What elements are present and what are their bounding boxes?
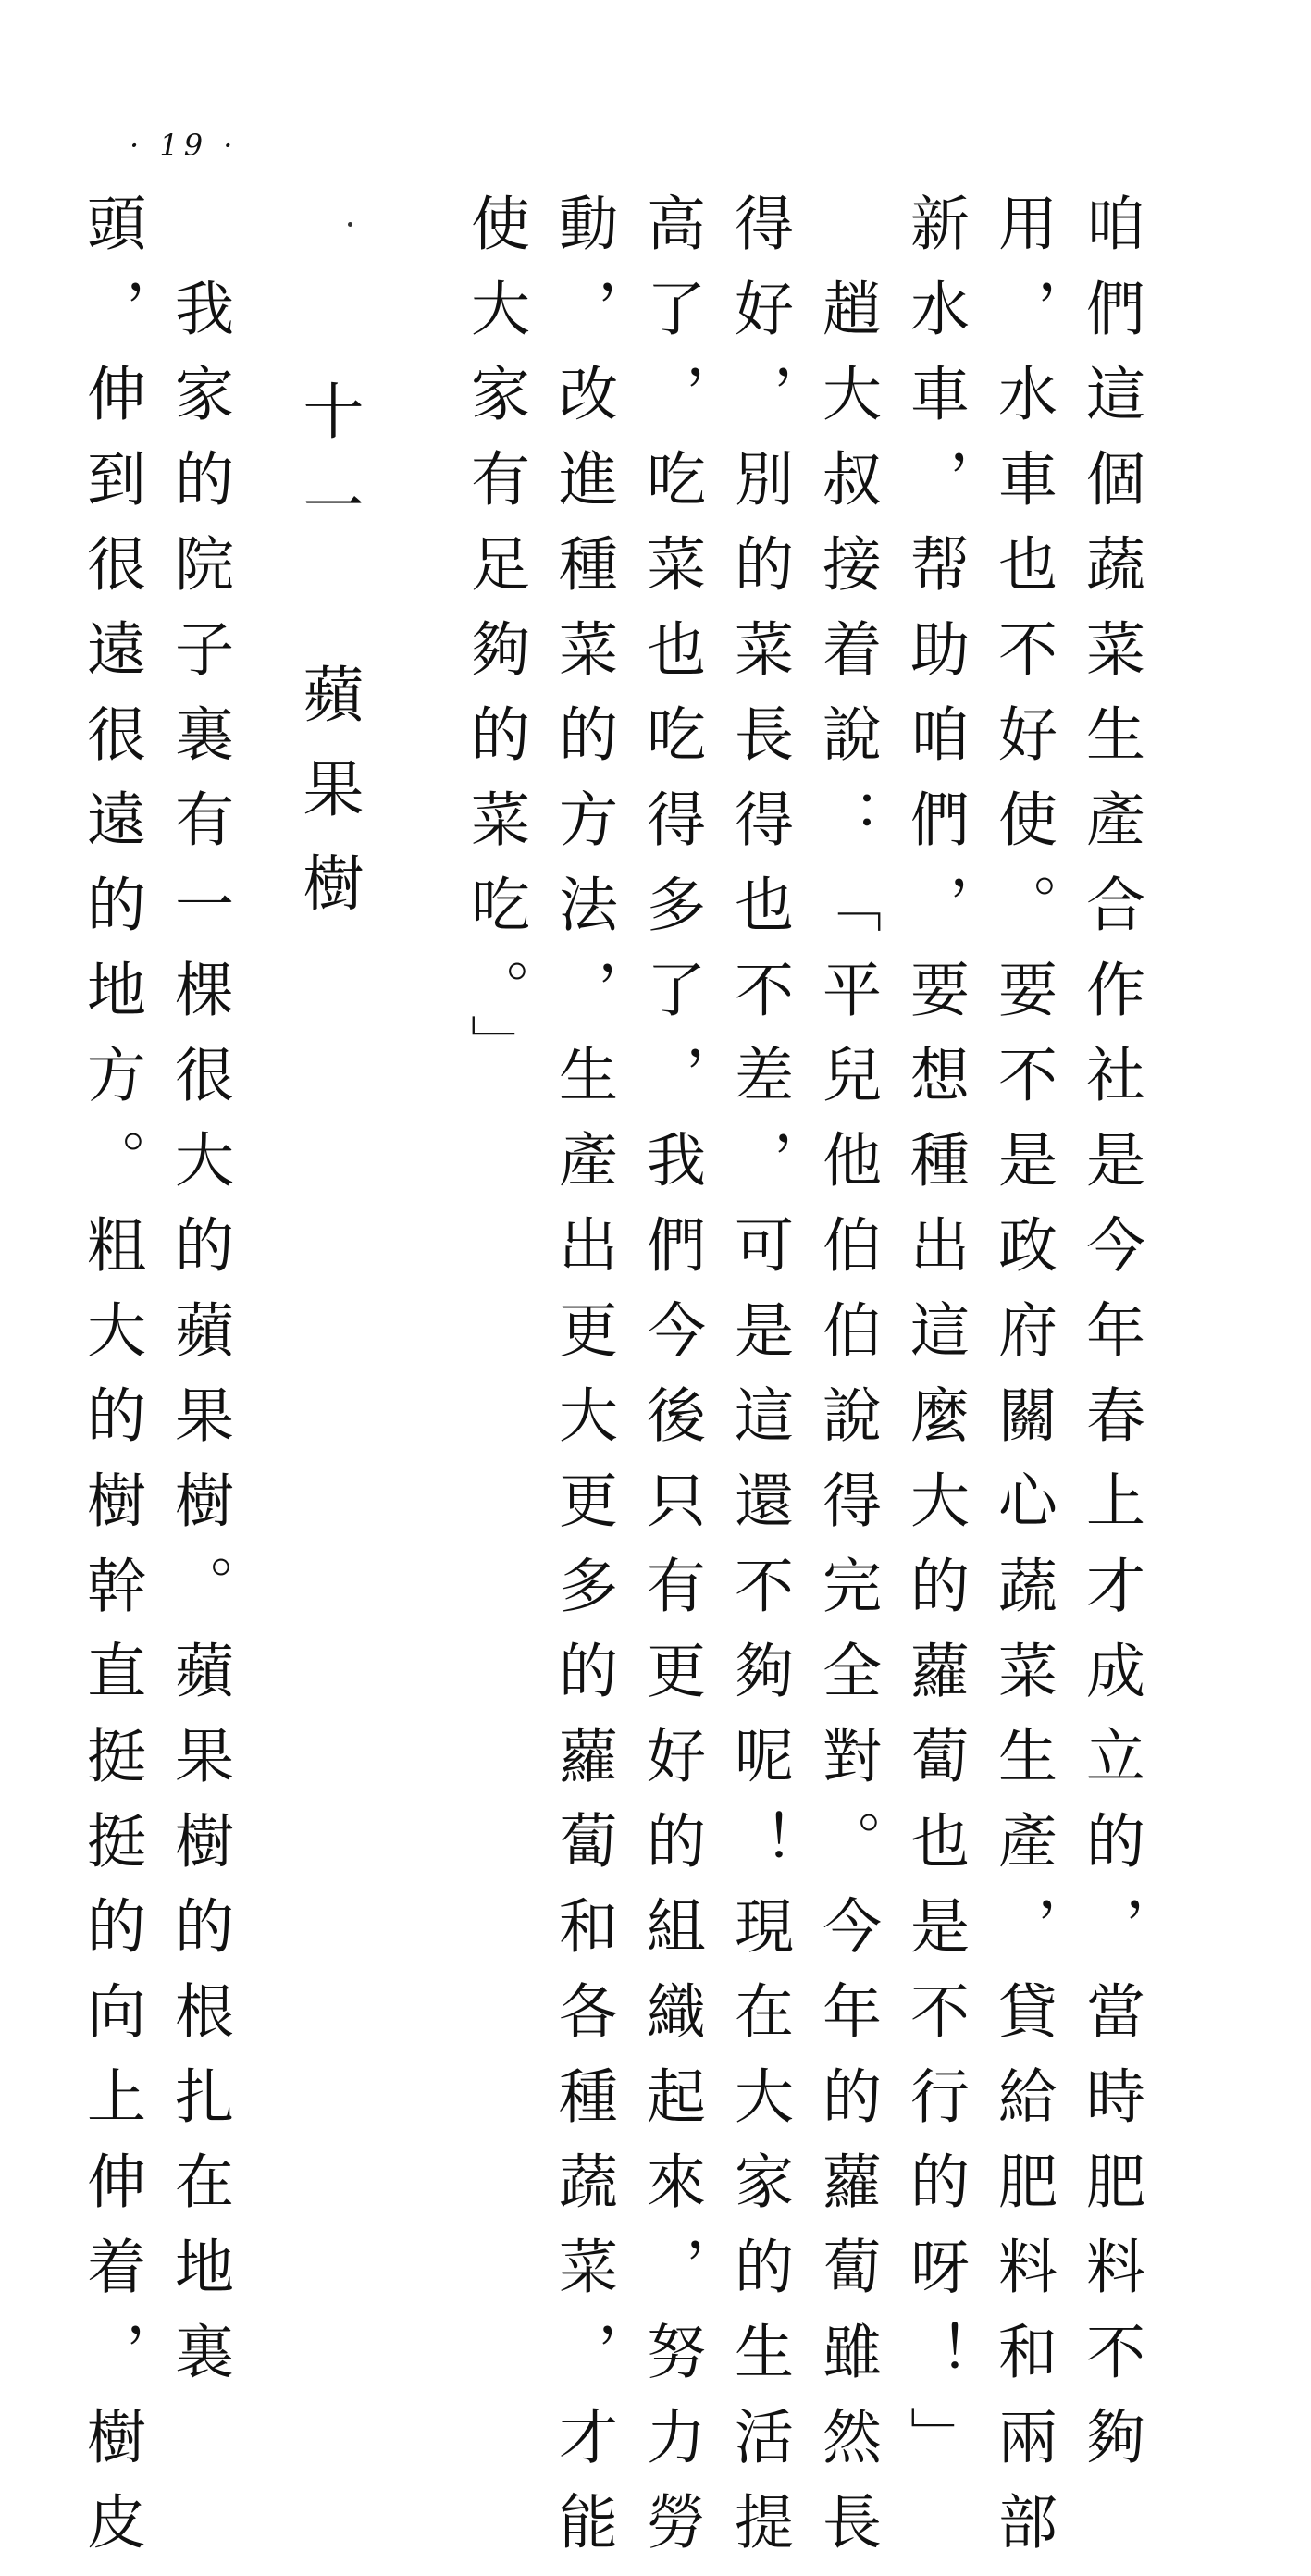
text-column-4: 趙大叔接着說：「平兒他伯伯說得完全對。今年的蘿蔔雖然長 xyxy=(812,278,881,2576)
text-column-6: 高了，吃菜也吃得多了，我們今後只有更好的組織起來，努力勞 xyxy=(637,192,705,2576)
text-column-8: 使大家有足夠的菜吃。」 xyxy=(461,192,529,1099)
text-column-10: 頭，伸到很遠很遠的地方。粗大的樹幹直挺挺的向上伸着，樹皮 xyxy=(77,192,145,2576)
page-number: · 19 · xyxy=(130,128,239,163)
text-column-9: 我家的院子裏有一棵很大的蘋果樹。蘋果樹的根扎在地裏 xyxy=(165,278,233,2406)
text-column-2: 用，水車也不好使。要不是政府關心蔬菜生產，貸給肥料和兩部 xyxy=(988,192,1057,2576)
text-column-7: 動，改進種菜的方法，生產出更大更多的蘿蔔和各種蔬菜，才能 xyxy=(549,192,617,2576)
section-heading: 十一 蘋果樹 xyxy=(292,379,364,946)
stray-ink-dot xyxy=(348,222,352,227)
text-column-1: 咱們這個蔬菜生產合作社是今年春上才成立的，當時肥料不夠 xyxy=(1076,192,1144,2491)
text-column-5: 得好，別的菜長得也不差，可是這還不夠呢！現在大家的生活提 xyxy=(724,192,793,2576)
text-column-3: 新水車，帮助咱們，要想種出這麼大的蘿蔔也是不行的呀！」 xyxy=(900,192,969,2491)
